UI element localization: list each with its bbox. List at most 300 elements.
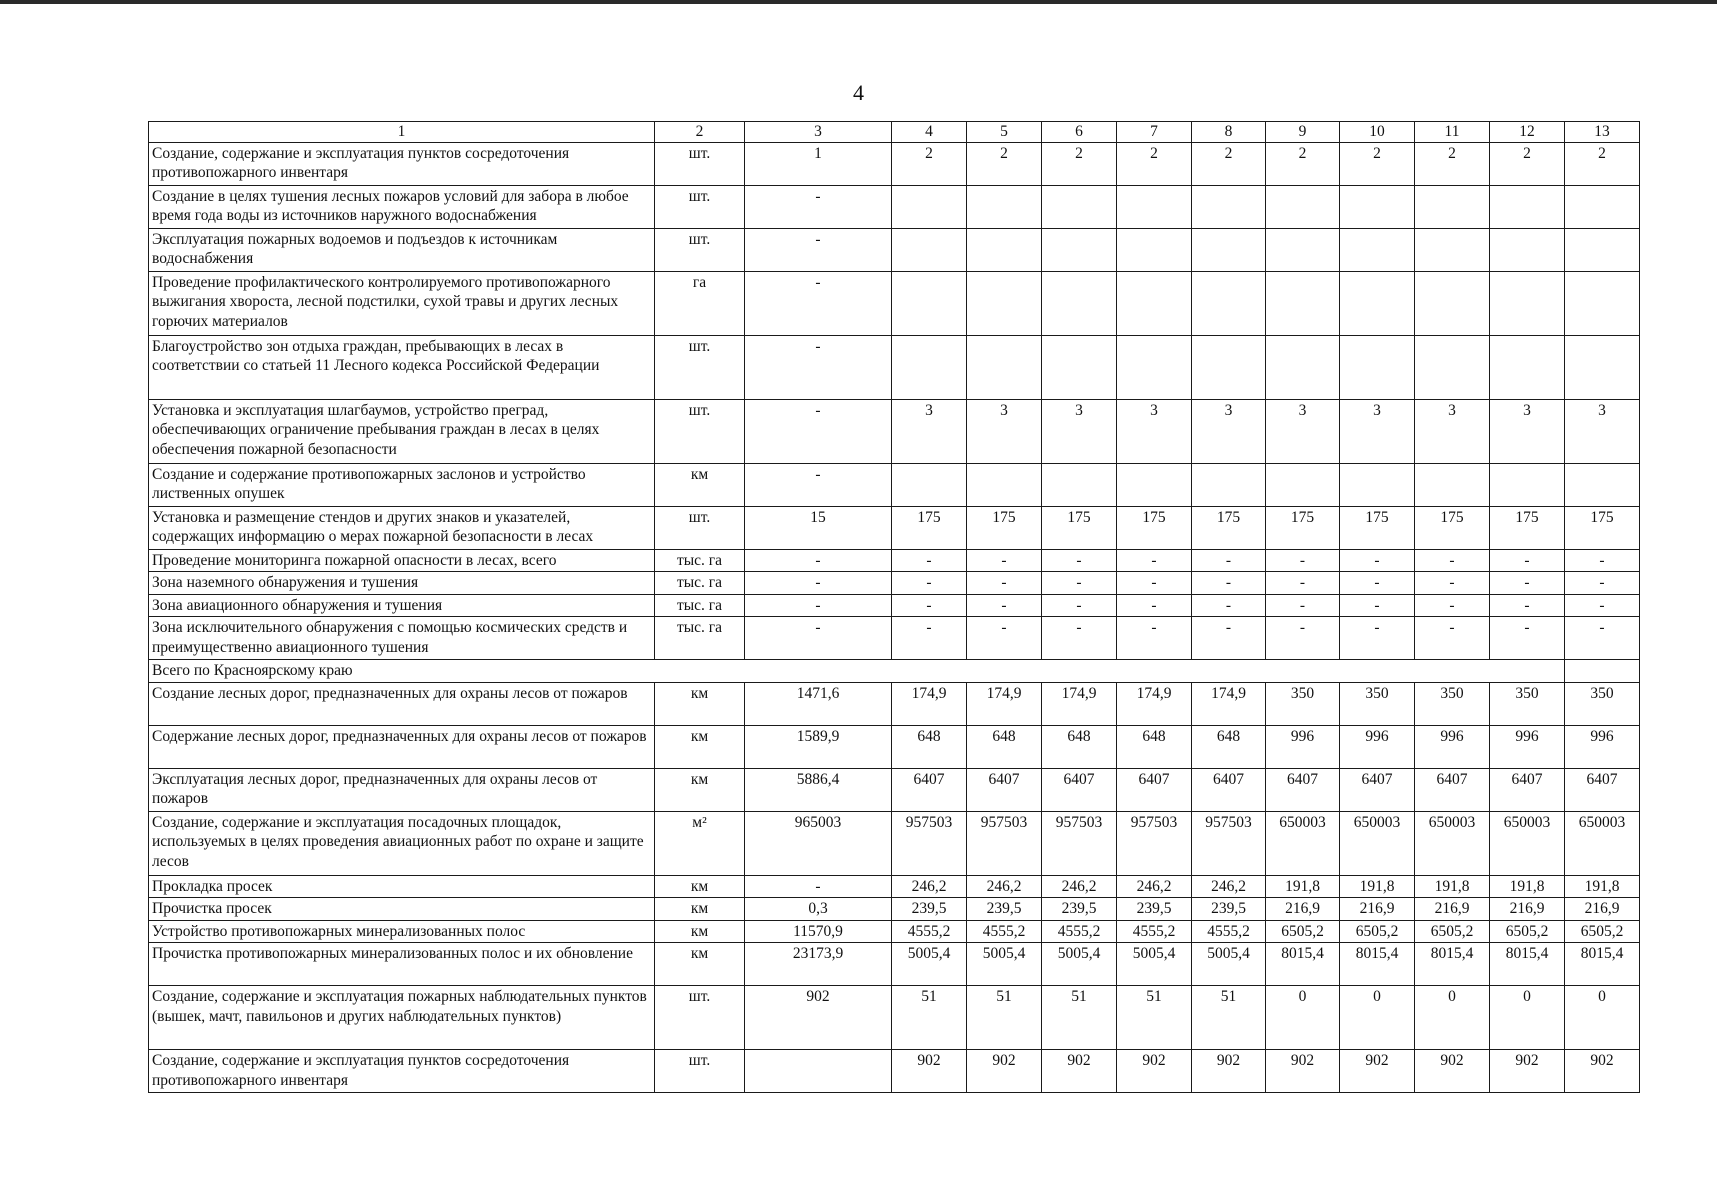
value-cell: 350 — [1490, 682, 1565, 725]
value-cell: 650003 — [1266, 811, 1340, 875]
value-cell: - — [745, 399, 892, 463]
value-cell: - — [1266, 594, 1340, 617]
table-row — [149, 572, 1640, 595]
value-cell: 996 — [1340, 725, 1415, 768]
value-cell: 175 — [892, 506, 967, 549]
value-cell: - — [1266, 617, 1340, 660]
value-cell: 191,8 — [1340, 875, 1415, 898]
value-cell: - — [1042, 594, 1117, 617]
value-cell: 0 — [1415, 986, 1490, 1050]
value-cell — [892, 228, 967, 271]
measure-name: Зона авиационного обнаружения и тушения — [149, 594, 655, 617]
value-cell: 246,2 — [1117, 875, 1192, 898]
value-cell: 6407 — [1117, 768, 1192, 811]
column-number: 12 — [1490, 122, 1565, 143]
value-cell — [1340, 271, 1415, 335]
value-cell — [1266, 463, 1340, 506]
value-cell — [1490, 228, 1565, 271]
value-cell — [1192, 335, 1266, 399]
value-cell: 191,8 — [1490, 875, 1565, 898]
measure-name: Прочистка противопожарных минерализованных полос и их обновление — [149, 943, 655, 986]
column-number: 4 — [892, 122, 967, 143]
value-cell: 4555,2 — [1117, 920, 1192, 943]
value-cell: - — [1490, 549, 1565, 572]
column-number: 8 — [1192, 122, 1266, 143]
value-cell: 2 — [1192, 142, 1266, 185]
column-number: 11 — [1415, 122, 1490, 143]
value-cell: - — [1340, 617, 1415, 660]
measure-name: Благоустройство зон отдыха граждан, пребывающих в лесах в соответствии со статьей 11 Лесного кодекса Российской Федерации — [149, 335, 655, 399]
value-cell: 0 — [1565, 986, 1640, 1050]
section-title: Всего по Красноярскому краю — [149, 660, 1565, 683]
value-cell — [967, 463, 1042, 506]
value-cell — [1266, 185, 1340, 228]
value-cell: - — [1266, 572, 1340, 595]
value-cell: 902 — [1490, 1050, 1565, 1093]
measure-name: Установка и размещение стендов и других знаков и указателей, содержащих информацию о мерах пожарной безопасности в лесах — [149, 506, 655, 549]
value-cell: - — [745, 228, 892, 271]
value-cell: 246,2 — [1042, 875, 1117, 898]
value-cell: 239,5 — [967, 898, 1042, 921]
value-cell — [1192, 463, 1266, 506]
value-cell: - — [745, 572, 892, 595]
value-cell: 4555,2 — [1042, 920, 1117, 943]
value-cell: 0 — [1490, 986, 1565, 1050]
value-cell: 6407 — [1192, 768, 1266, 811]
value-cell: - — [892, 617, 967, 660]
value-cell: 3 — [1042, 399, 1117, 463]
value-cell — [967, 185, 1042, 228]
value-cell: - — [1340, 549, 1415, 572]
table-row — [149, 617, 1640, 660]
table-row — [149, 682, 1640, 725]
value-cell: 2 — [1565, 142, 1640, 185]
value-cell — [1117, 463, 1192, 506]
measure-name: Зона наземного обнаружения и тушения — [149, 572, 655, 595]
value-cell: - — [1266, 549, 1340, 572]
value-cell — [1192, 185, 1266, 228]
value-cell: 175 — [1117, 506, 1192, 549]
value-cell: 5886,4 — [745, 768, 892, 811]
value-cell — [1340, 335, 1415, 399]
value-cell — [1490, 463, 1565, 506]
column-number-row — [149, 122, 1640, 143]
value-cell: - — [1192, 617, 1266, 660]
value-cell: - — [1490, 572, 1565, 595]
column-number: 7 — [1117, 122, 1192, 143]
value-cell: 1471,6 — [745, 682, 892, 725]
value-cell: 51 — [1192, 986, 1266, 1050]
column-number: 13 — [1565, 122, 1640, 143]
value-cell: 3 — [1415, 399, 1490, 463]
value-cell: 650003 — [1490, 811, 1565, 875]
value-cell: 6407 — [1415, 768, 1490, 811]
value-cell: - — [1192, 594, 1266, 617]
value-cell: 996 — [1490, 725, 1565, 768]
unit-cell: шт. — [655, 335, 745, 399]
value-cell — [967, 271, 1042, 335]
value-cell: 3 — [1565, 399, 1640, 463]
value-cell: 8015,4 — [1565, 943, 1640, 986]
value-cell: - — [1415, 549, 1490, 572]
value-cell: - — [1340, 594, 1415, 617]
column-number: 6 — [1042, 122, 1117, 143]
value-cell: 0 — [1340, 986, 1415, 1050]
value-cell: 191,8 — [1266, 875, 1340, 898]
value-cell: - — [967, 594, 1042, 617]
value-cell: - — [1042, 549, 1117, 572]
value-cell: 239,5 — [1117, 898, 1192, 921]
value-cell: - — [1117, 594, 1192, 617]
measure-name: Создание, содержание и эксплуатация пунктов сосредоточения противопожарного инвентаря — [149, 142, 655, 185]
value-cell: 648 — [967, 725, 1042, 768]
value-cell: 246,2 — [967, 875, 1042, 898]
value-cell — [1117, 271, 1192, 335]
value-cell: 902 — [967, 1050, 1042, 1093]
value-cell — [1490, 185, 1565, 228]
measure-name: Содержание лесных дорог, предназначенных для охраны лесов от пожаров — [149, 725, 655, 768]
value-cell: 3 — [1340, 399, 1415, 463]
value-cell: 216,9 — [1490, 898, 1565, 921]
value-cell: 216,9 — [1415, 898, 1490, 921]
value-cell: 2 — [1490, 142, 1565, 185]
column-number: 2 — [655, 122, 745, 143]
value-cell: 3 — [967, 399, 1042, 463]
column-number: 9 — [1266, 122, 1340, 143]
value-cell: 902 — [1192, 1050, 1266, 1093]
value-cell — [1565, 228, 1640, 271]
value-cell: 6505,2 — [1340, 920, 1415, 943]
value-cell: 6407 — [1042, 768, 1117, 811]
value-cell: 8015,4 — [1266, 943, 1340, 986]
value-cell: 2 — [1266, 142, 1340, 185]
unit-cell: км — [655, 920, 745, 943]
value-cell: 174,9 — [1042, 682, 1117, 725]
unit-cell: км — [655, 768, 745, 811]
value-cell: 175 — [1490, 506, 1565, 549]
value-cell: 650003 — [1415, 811, 1490, 875]
value-cell: 902 — [1266, 1050, 1340, 1093]
table-row — [149, 811, 1640, 875]
value-cell: 191,8 — [1565, 875, 1640, 898]
value-cell: 6505,2 — [1415, 920, 1490, 943]
value-cell: 6407 — [1565, 768, 1640, 811]
value-cell: - — [1490, 617, 1565, 660]
value-cell: 8015,4 — [1490, 943, 1565, 986]
value-cell: 3 — [1117, 399, 1192, 463]
measure-name: Создание, содержание и эксплуатация пожарных наблюдательных пунктов (вышек, мачт, павильонов и других наблюдательных пунктов) — [149, 986, 655, 1050]
value-cell: 902 — [892, 1050, 967, 1093]
value-cell — [1340, 185, 1415, 228]
value-cell — [892, 335, 967, 399]
value-cell — [1192, 228, 1266, 271]
value-cell: 3 — [1192, 399, 1266, 463]
value-cell: - — [1565, 617, 1640, 660]
measure-name: Эксплуатация пожарных водоемов и подъездов к источникам водоснабжения — [149, 228, 655, 271]
value-cell: - — [1042, 617, 1117, 660]
value-cell — [1266, 271, 1340, 335]
value-cell: - — [745, 875, 892, 898]
value-cell: - — [745, 549, 892, 572]
measure-name: Эксплуатация лесных дорог, предназначенных для охраны лесов от пожаров — [149, 768, 655, 811]
value-cell: 216,9 — [1266, 898, 1340, 921]
value-cell: 239,5 — [1042, 898, 1117, 921]
forest-fire-measures-table — [148, 121, 1640, 1093]
measure-name: Проведение профилактического контролируемого противопожарного выжигания хвороста, лесной подстилки, сухой травы и других лесных горючих материалов — [149, 271, 655, 335]
value-cell: 2 — [967, 142, 1042, 185]
value-cell: 648 — [1117, 725, 1192, 768]
value-cell: 175 — [1266, 506, 1340, 549]
value-cell — [1415, 463, 1490, 506]
table-row — [149, 271, 1640, 335]
table-row — [149, 875, 1640, 898]
value-cell: 0 — [1266, 986, 1340, 1050]
column-number: 1 — [149, 122, 655, 143]
value-cell: 6407 — [1266, 768, 1340, 811]
value-cell: - — [745, 594, 892, 617]
value-cell: 11570,9 — [745, 920, 892, 943]
section-row — [149, 660, 1640, 683]
value-cell: 902 — [1117, 1050, 1192, 1093]
unit-cell: км — [655, 682, 745, 725]
value-cell: 239,5 — [1192, 898, 1266, 921]
value-cell — [1117, 185, 1192, 228]
value-cell: - — [1192, 549, 1266, 572]
value-cell: 174,9 — [1117, 682, 1192, 725]
value-cell: - — [1565, 594, 1640, 617]
value-cell: 4555,2 — [892, 920, 967, 943]
value-cell: - — [892, 572, 967, 595]
value-cell: - — [892, 549, 967, 572]
value-cell: - — [892, 594, 967, 617]
measure-name: Прокладка просек — [149, 875, 655, 898]
table-row — [149, 725, 1640, 768]
value-cell: 51 — [1042, 986, 1117, 1050]
column-number: 3 — [745, 122, 892, 143]
value-cell: - — [1192, 572, 1266, 595]
value-cell: 2 — [1340, 142, 1415, 185]
value-cell: - — [745, 463, 892, 506]
value-cell: 2 — [1415, 142, 1490, 185]
value-cell: 650003 — [1565, 811, 1640, 875]
value-cell: 5005,4 — [967, 943, 1042, 986]
unit-cell: шт. — [655, 185, 745, 228]
table-row — [149, 506, 1640, 549]
value-cell: - — [1415, 617, 1490, 660]
value-cell: - — [1117, 617, 1192, 660]
value-cell: 175 — [967, 506, 1042, 549]
value-cell: 957503 — [967, 811, 1042, 875]
value-cell: 957503 — [1192, 811, 1266, 875]
table-row — [149, 943, 1640, 986]
value-cell — [1565, 463, 1640, 506]
unit-cell: км — [655, 875, 745, 898]
value-cell: 23173,9 — [745, 943, 892, 986]
table-row — [149, 185, 1640, 228]
unit-cell: шт. — [655, 506, 745, 549]
value-cell — [1266, 335, 1340, 399]
value-cell: 902 — [1042, 1050, 1117, 1093]
table-row — [149, 920, 1640, 943]
value-cell — [1565, 185, 1640, 228]
value-cell: 175 — [1565, 506, 1640, 549]
measure-name: Создание в целях тушения лесных пожаров условий для забора в любое время года воды из источников наружного водоснабжения — [149, 185, 655, 228]
value-cell: 51 — [1117, 986, 1192, 1050]
unit-cell: тыс. га — [655, 549, 745, 572]
value-cell: - — [967, 617, 1042, 660]
value-cell: 902 — [1565, 1050, 1640, 1093]
value-cell: 51 — [892, 986, 967, 1050]
value-cell: 175 — [1192, 506, 1266, 549]
value-cell: 648 — [1042, 725, 1117, 768]
value-cell: 6505,2 — [1565, 920, 1640, 943]
value-cell: 1589,9 — [745, 725, 892, 768]
value-cell: - — [967, 572, 1042, 595]
value-cell — [745, 1050, 892, 1093]
value-cell: 5005,4 — [892, 943, 967, 986]
value-cell: 2 — [892, 142, 967, 185]
table-row — [149, 142, 1640, 185]
unit-cell: шт. — [655, 1050, 745, 1093]
measure-name: Создание и содержание противопожарных заслонов и устройство лиственных опушек — [149, 463, 655, 506]
value-cell: - — [1415, 594, 1490, 617]
unit-cell: км — [655, 943, 745, 986]
value-cell: - — [1565, 549, 1640, 572]
value-cell: 6407 — [892, 768, 967, 811]
value-cell: 4555,2 — [1192, 920, 1266, 943]
value-cell: 6407 — [967, 768, 1042, 811]
value-cell: - — [745, 617, 892, 660]
value-cell: 6407 — [1340, 768, 1415, 811]
unit-cell: шт. — [655, 399, 745, 463]
value-cell: 2 — [1117, 142, 1192, 185]
value-cell: 350 — [1266, 682, 1340, 725]
table-row — [149, 768, 1640, 811]
value-cell: 191,8 — [1415, 875, 1490, 898]
value-cell — [1490, 335, 1565, 399]
value-cell: - — [1042, 572, 1117, 595]
value-cell: - — [1340, 572, 1415, 595]
value-cell: - — [1117, 549, 1192, 572]
value-cell: 5005,4 — [1042, 943, 1117, 986]
table-row — [149, 594, 1640, 617]
value-cell: 1 — [745, 142, 892, 185]
unit-cell: шт. — [655, 986, 745, 1050]
value-cell: 965003 — [745, 811, 892, 875]
value-cell — [892, 463, 967, 506]
value-cell: 246,2 — [1192, 875, 1266, 898]
value-cell: 957503 — [1117, 811, 1192, 875]
value-cell — [1565, 271, 1640, 335]
measure-name: Установка и эксплуатация шлагбаумов, устройство преград, обеспечивающих ограничение пребывания граждан в лесах в целях обеспечения пожарной безопасности — [149, 399, 655, 463]
unit-cell: га — [655, 271, 745, 335]
value-cell: 902 — [745, 986, 892, 1050]
value-cell: 15 — [745, 506, 892, 549]
value-cell: - — [967, 549, 1042, 572]
measure-name: Создание, содержание и эксплуатация посадочных площадок, используемых в целях проведения авиационных работ по охране и защите лесов — [149, 811, 655, 875]
value-cell — [1415, 228, 1490, 271]
measure-name: Устройство противопожарных минерализованных полос — [149, 920, 655, 943]
value-cell: 350 — [1415, 682, 1490, 725]
value-cell: 4555,2 — [967, 920, 1042, 943]
value-cell — [1266, 228, 1340, 271]
unit-cell: м² — [655, 811, 745, 875]
measure-name: Создание лесных дорог, предназначенных для охраны лесов от пожаров — [149, 682, 655, 725]
value-cell: 175 — [1415, 506, 1490, 549]
value-cell: - — [1490, 594, 1565, 617]
value-cell: 6505,2 — [1490, 920, 1565, 943]
unit-cell: тыс. га — [655, 617, 745, 660]
table-row — [149, 1050, 1640, 1093]
value-cell: 51 — [967, 986, 1042, 1050]
value-cell: 5005,4 — [1117, 943, 1192, 986]
value-cell: 216,9 — [1340, 898, 1415, 921]
value-cell: 239,5 — [892, 898, 967, 921]
value-cell — [892, 271, 967, 335]
value-cell — [1042, 185, 1117, 228]
measure-name: Создание, содержание и эксплуатация пунктов сосредоточения противопожарного инвентаря — [149, 1050, 655, 1093]
value-cell: 3 — [1266, 399, 1340, 463]
value-cell — [1192, 271, 1266, 335]
value-cell: 996 — [1266, 725, 1340, 768]
value-cell — [1042, 228, 1117, 271]
value-cell: - — [745, 185, 892, 228]
value-cell — [967, 228, 1042, 271]
column-number: 10 — [1340, 122, 1415, 143]
value-cell: 246,2 — [892, 875, 967, 898]
table-row — [149, 335, 1640, 399]
value-cell — [1490, 271, 1565, 335]
value-cell: 174,9 — [1192, 682, 1266, 725]
measure-name: Проведение мониторинга пожарной опасности в лесах, всего — [149, 549, 655, 572]
value-cell: 174,9 — [892, 682, 967, 725]
unit-cell: км — [655, 725, 745, 768]
value-cell: 902 — [1340, 1050, 1415, 1093]
value-cell: 996 — [1415, 725, 1490, 768]
table-row — [149, 463, 1640, 506]
value-cell: 902 — [1415, 1050, 1490, 1093]
value-cell — [1415, 271, 1490, 335]
value-cell: 648 — [892, 725, 967, 768]
value-cell — [1042, 463, 1117, 506]
value-cell: - — [1415, 572, 1490, 595]
unit-cell: тыс. га — [655, 572, 745, 595]
table-row — [149, 399, 1640, 463]
value-cell — [1042, 271, 1117, 335]
value-cell: - — [1117, 572, 1192, 595]
value-cell: 5005,4 — [1192, 943, 1266, 986]
value-cell: 350 — [1340, 682, 1415, 725]
value-cell: 648 — [1192, 725, 1266, 768]
value-cell — [1042, 335, 1117, 399]
value-cell: 6505,2 — [1266, 920, 1340, 943]
table-row — [149, 549, 1640, 572]
value-cell: 175 — [1042, 506, 1117, 549]
value-cell: 3 — [1490, 399, 1565, 463]
page-number: 4 — [853, 80, 864, 105]
value-cell: 6407 — [1490, 768, 1565, 811]
scan-top-edge — [0, 0, 1717, 4]
unit-cell: шт. — [655, 142, 745, 185]
table-row — [149, 228, 1640, 271]
value-cell: 996 — [1565, 725, 1640, 768]
value-cell: - — [1565, 572, 1640, 595]
value-cell — [892, 185, 967, 228]
value-cell: 175 — [1340, 506, 1415, 549]
value-cell — [1415, 335, 1490, 399]
value-cell — [1117, 228, 1192, 271]
table-row — [149, 898, 1640, 921]
